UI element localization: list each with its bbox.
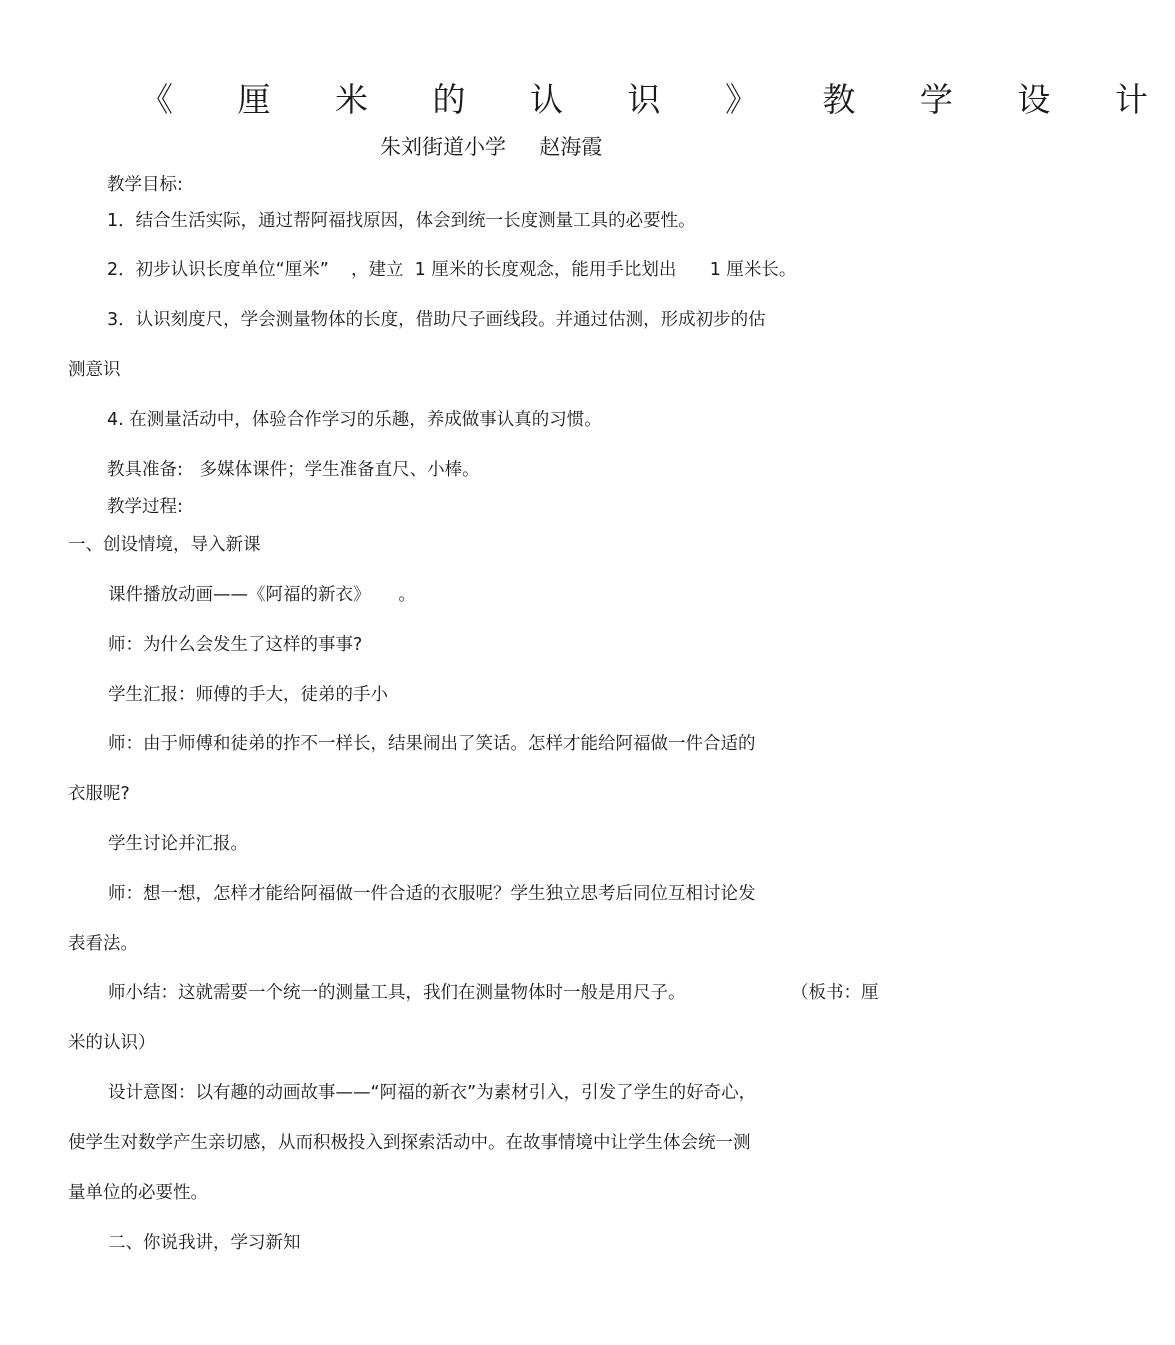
objective-item-4: 4. 在测量活动中，体验合作学习的乐趣，养成做事认真的习惯。 (107, 410, 602, 430)
document-title: 《 厘 米 的 认 识 》 教 学 设 计 (140, 80, 1175, 119)
board-note: （板书：厘 (791, 983, 879, 1003)
subsection-heading-2: 二、你说我讲，学习新知 (108, 1233, 301, 1253)
section-heading-process: 教学过程: (107, 497, 183, 517)
paragraph-line: 量单位的必要性。 (68, 1183, 208, 1203)
objective-item-3-continued: 测意识 (68, 360, 121, 380)
objective-item-1: 1．结合生活实际，通过帮阿福找原因，体会到统一长度测量工具的必要性。 (107, 211, 696, 231)
subsection-heading-1: 一、创设情境，导入新课 (68, 535, 261, 555)
objective-item-2: 2．初步认识长度单位“厘米” ，建立 1 厘米的长度观念，能用手比划出 1 厘米长。 (107, 260, 797, 280)
paragraph-line: 学生讨论并汇报。 (108, 834, 248, 854)
paragraph-line: 师：为什么会发生了这样的事事? (108, 635, 363, 655)
paragraph-line: 使学生对数学产生亲切感，从而积极投入到探索活动中。在故事情境中让学生体会统一测 (68, 1133, 751, 1153)
paragraph-line: 学生汇报：师傅的手大，徒弟的手小 (108, 685, 388, 705)
paragraph-line: 衣服呢? (68, 784, 130, 804)
paragraph-line: 设计意图：以有趣的动画故事——“阿福的新衣”为素材引入，引发了学生的好奇心， (108, 1083, 757, 1103)
paragraph-line: 米的认识） (68, 1033, 156, 1053)
objective-item-3: 3．认识刻度尺，学会测量物体的长度，借助尺子画线段。并通过估测，形成初步的估 (107, 310, 766, 330)
paragraph-line: 课件播放动画——《阿福的新衣》 。 (108, 585, 416, 605)
paragraph-line: 表看法。 (68, 934, 138, 954)
section-heading-materials: 教具准备: 多媒体课件；学生准备直尺、小棒。 (107, 460, 480, 480)
paragraph-line: 师：由于师傅和徒弟的拃不一样长，结果闹出了笑话。怎样才能给阿福做一件合适的 (108, 734, 756, 754)
section-heading-objectives: 教学目标: (107, 175, 183, 195)
paragraph-line: 师：想一想，怎样才能给阿福做一件合适的衣服呢？学生独立思考后同位互相讨论发 (108, 884, 756, 904)
author-line: 朱刘街道小学 赵海霞 (380, 135, 603, 159)
paragraph-line: 师小结：这就需要一个统一的测量工具，我们在测量物体时一般是用尺子。 (108, 983, 686, 1003)
